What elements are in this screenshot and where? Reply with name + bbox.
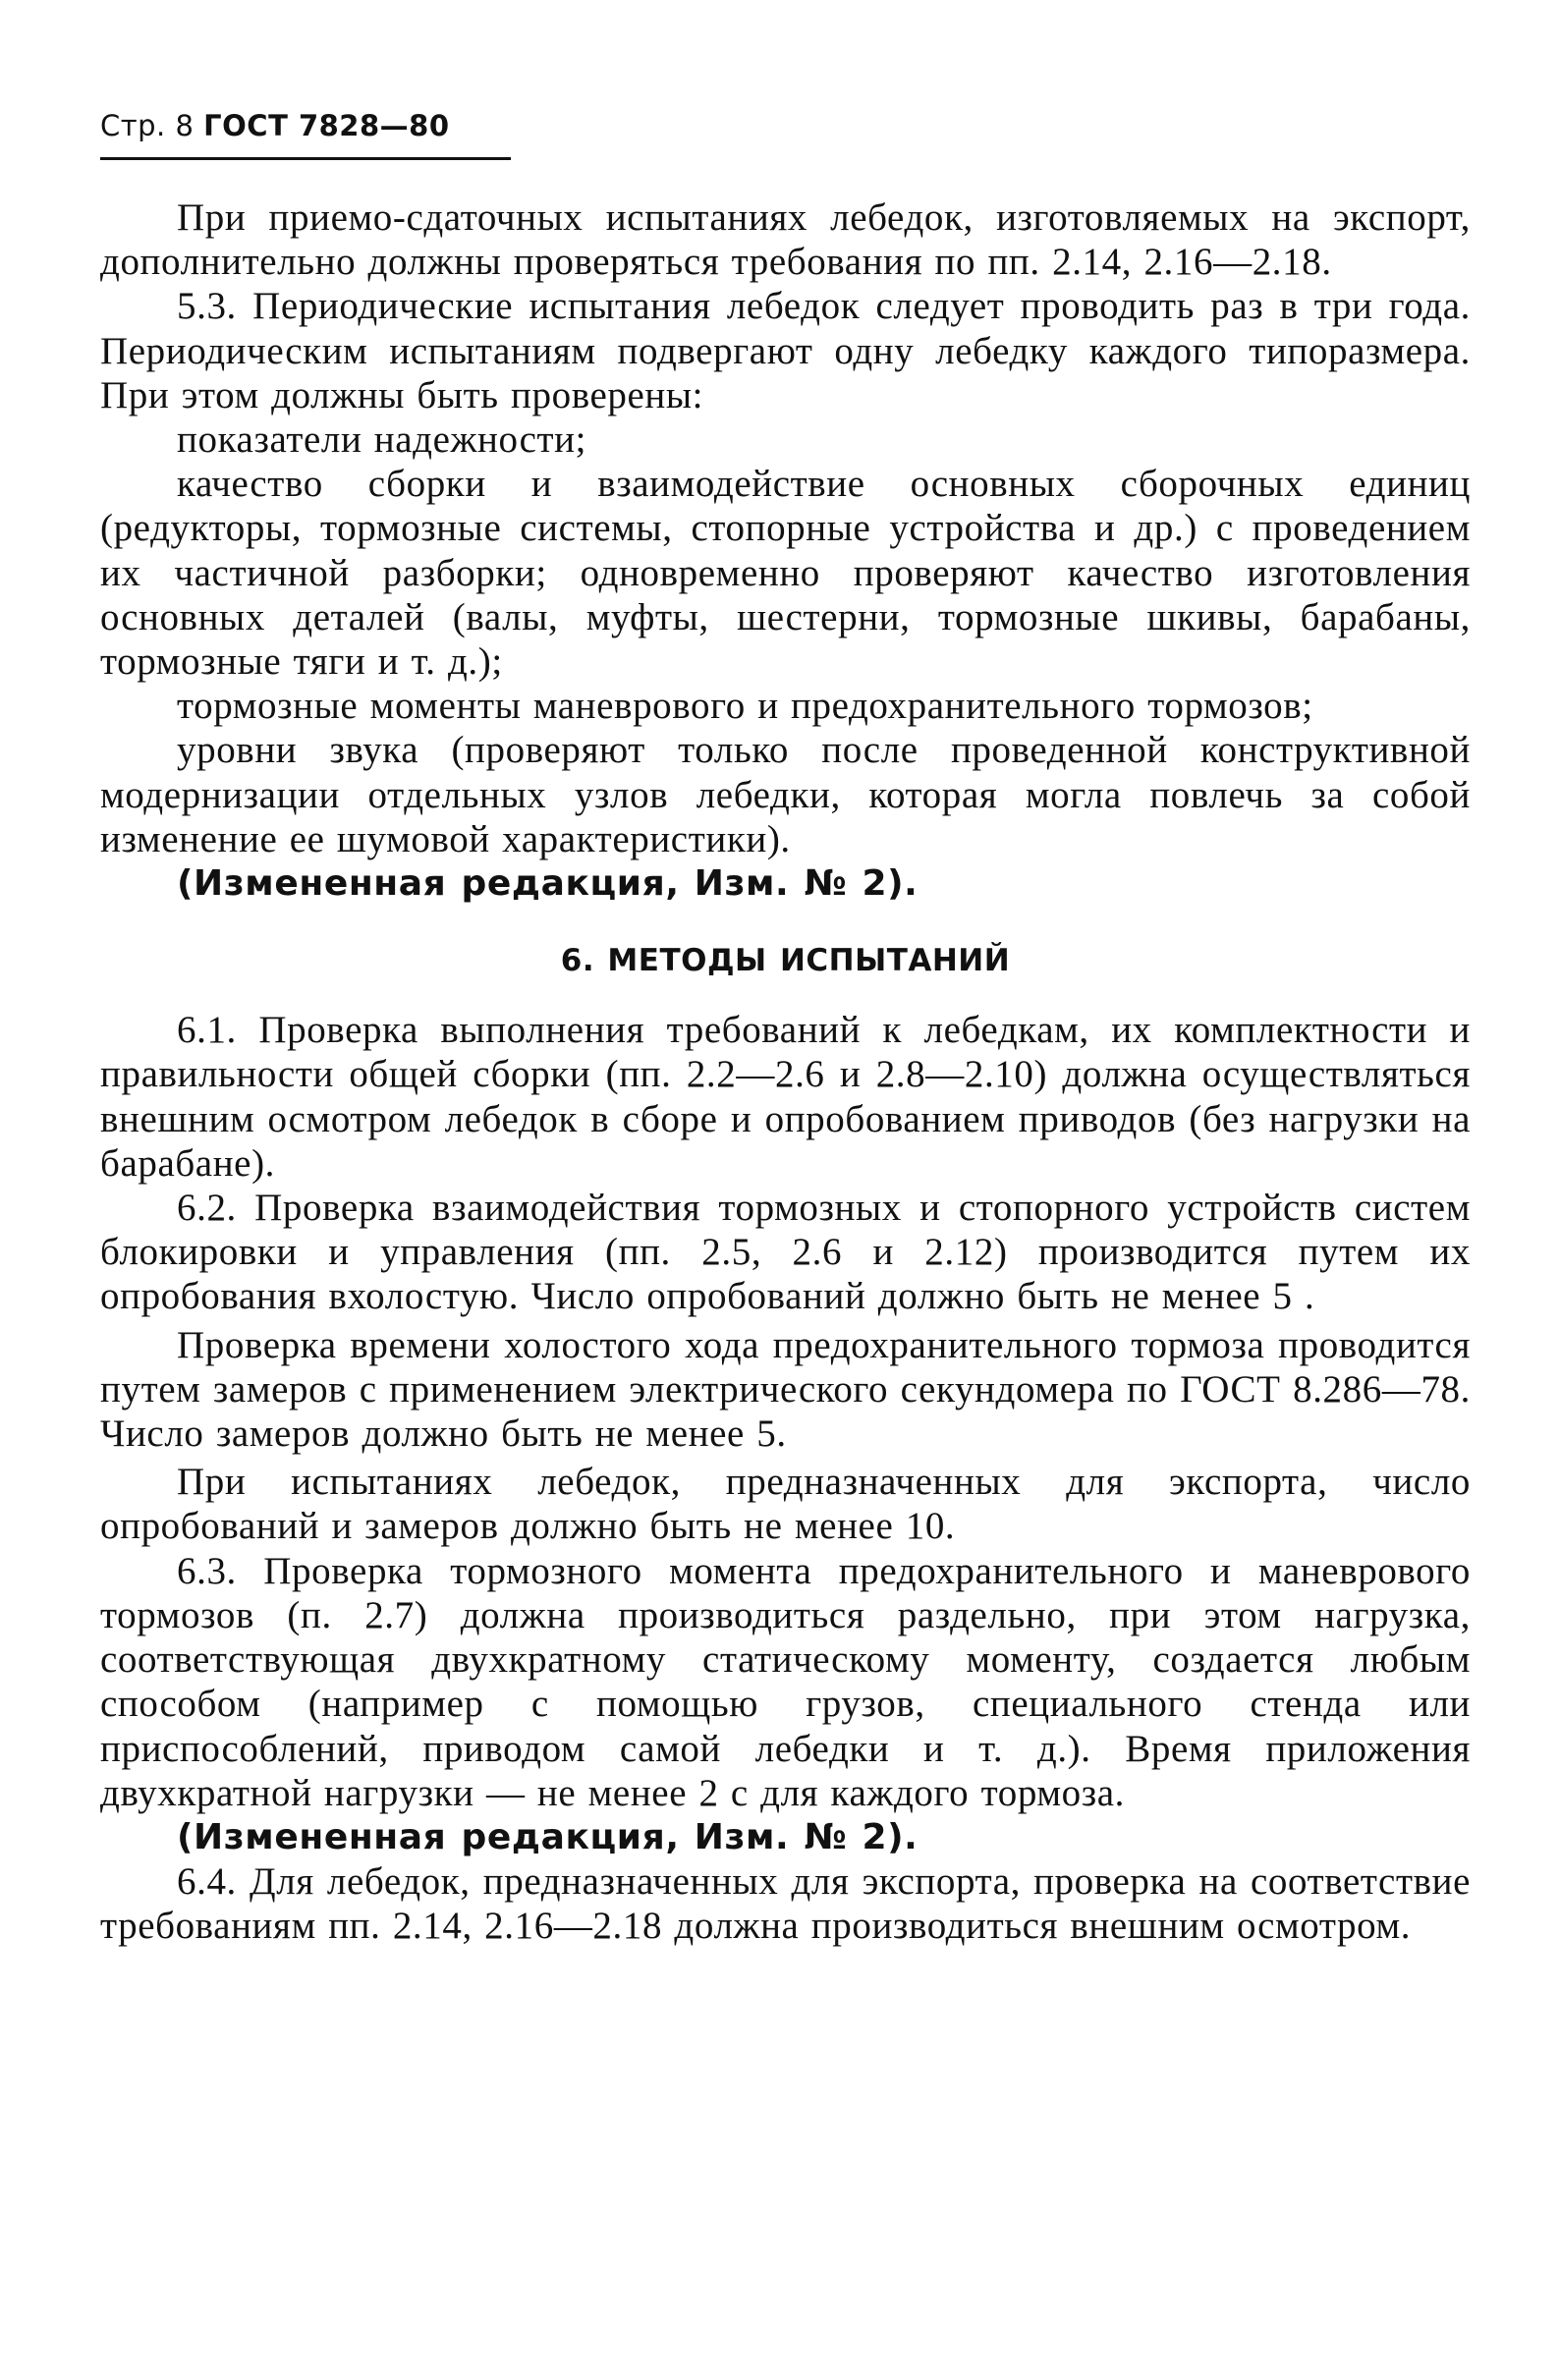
paragraph-6-2: 6.2. Проверка взаимодействия тормозных и стопорного устройств систем блокировки и управления (пп. 2.5, 2.6 и 2.12) производится путем их опробования вхолостую. Число опробований должно быть не менее 5 . (100, 1187, 1471, 1318)
document-body (100, 195, 1471, 1949)
paragraph-idle-time-check: Проверка времени холостого хода предохранительного тормоза проводится путем замеров с применением электрического секундомера по ГОСТ 8.286—78. Число замеров должно быть не менее 5. (100, 1323, 1471, 1456)
list-item-assembly-quality: качество сборки и взаимодействие основных сборочных единиц (редукторы, тормозные системы, стопорные устройства и др.) с проведением их частичной разборки; одновременно проверяют качество изготовления основных деталей (валы, муфты, шестерни, тормозные шкивы, барабаны, тормозные тяги и т. д.); (100, 463, 1471, 684)
amendment-note: (Измененная редакция, Изм. № 2). (177, 863, 919, 905)
paragraph-export-acceptance: При приемо-сдаточных испытаниях лебедок, изготовляемых на экспорт, дополнительно должны проверяться требования по пп. 2.14, 2.16—2.18. (100, 196, 1471, 284)
paragraph-6-3: 6.3. Проверка тормозного момента предохранительного и маневрового тормозов (п. 2.7) должна производиться раздельно, при этом нагрузка, соответствующая двухкратному статическому моменту, создается любым способом (например с помощью грузов, специального стенда или приспособлений, приводом самой лебедки и т. д.). Время приложения двухкратной нагрузки — не менее 2 с для каждого тормоза. (100, 1549, 1471, 1814)
paragraph-5-3: 5.3. Периодические испытания лебедок следует проводить раз в три года. Периодическим испытаниям подвергают одну лебедку каждого типоразмера. При этом должны быть проверены: (100, 285, 1471, 416)
list-item-reliability: показатели надежности; (177, 418, 587, 462)
document-page (100, 108, 1471, 1949)
page-number-label: Стр. 8 (100, 109, 195, 142)
amendment-note: (Измененная редакция, Изм. № 2). (177, 1816, 919, 1857)
standard-designation: ГОСТ 7828—80 (203, 109, 450, 142)
running-header (100, 108, 1471, 143)
paragraph-6-1: 6.1. Проверка выполнения требований к лебедкам, их комплектности и правильности общей сборки (пп. 2.2—2.6 и 2.8—2.10) должна осуществляться внешним осмотром лебедок в сборе и опробованием приводов (без нагрузки на барабане). (100, 1009, 1471, 1185)
list-item-brake-moments: тормозные моменты маневрового и предохранительного тормозов; (177, 685, 1313, 728)
list-item-sound-levels: уровни звука (проверяют только после проведенной конструктивной модернизации отдельных узлов лебедки, которая могла повлечь за собой изменение ее шумовой характеристики). (100, 729, 1471, 860)
section-title: 6. МЕТОДЫ ИСПЫТАНИЙ (560, 943, 1011, 979)
header-divider (100, 157, 511, 160)
paragraph-export-tests-count: При испытаниях лебедок, предназначенных для экспорта, число опробований и замеров должно быть не менее 10. (100, 1461, 1471, 1548)
paragraph-6-4: 6.4. Для лебедок, предназначенных для экспорта, проверка на соответствие требованиям пп. 2.14, 2.16—2.18 должна производиться внешним осмотром. (100, 1860, 1471, 1948)
